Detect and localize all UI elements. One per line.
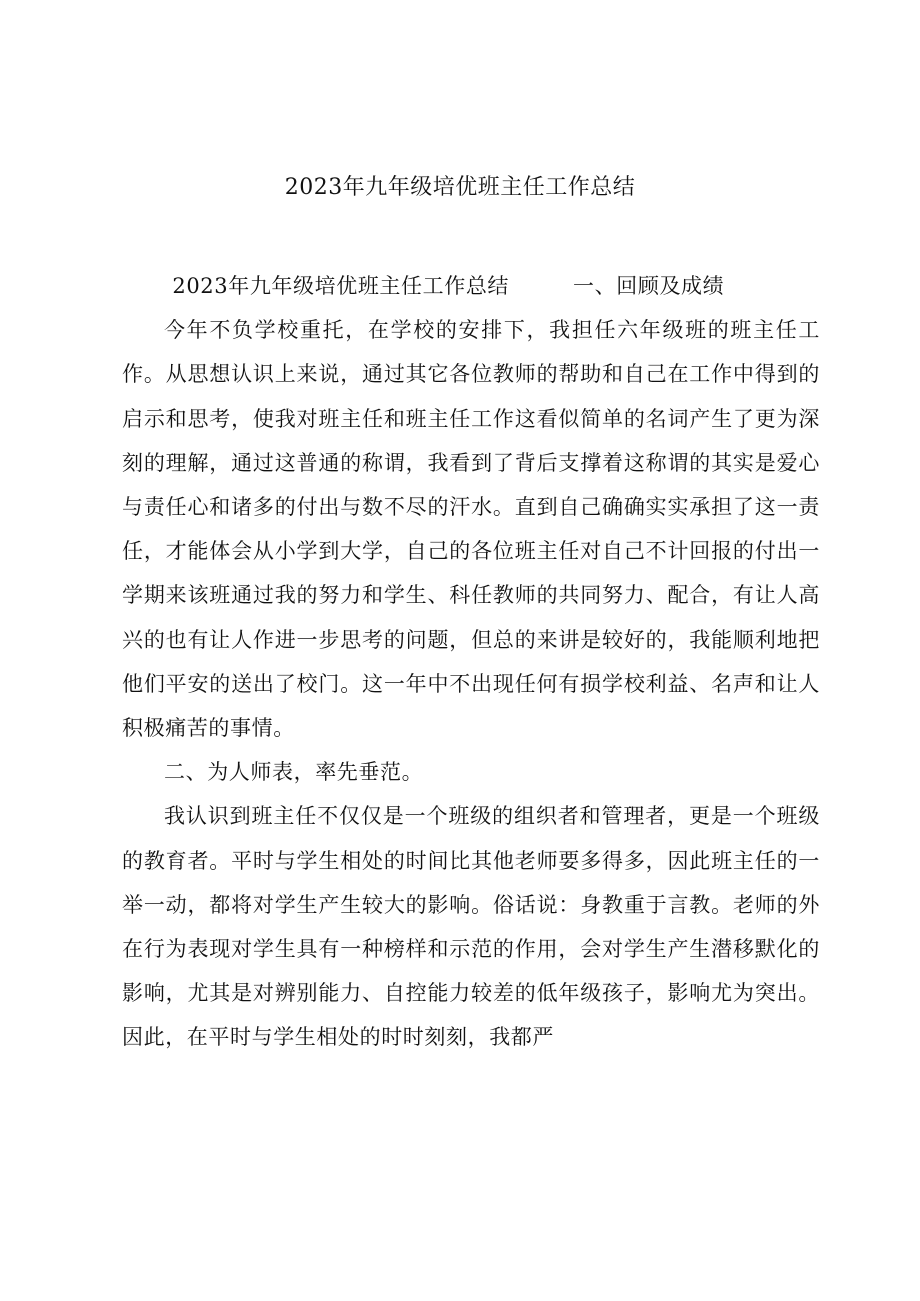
- intro-line: [122, 264, 820, 308]
- document-body: [122, 264, 820, 1060]
- intro-heading: 2023年九年级培优班主任工作总结: [172, 274, 510, 298]
- paragraph-role-model: 我认识到班主任不仅仅是一个班级的组织者和管理者，更是一个班级的教育者。平时与学生相处的时间比其他老师要多得多，因此班主任的一举一动，都将对学生产生较大的影响。俗话说：身教重于言教。老师的外在行为表现对学生具有一种榜样和示范的作用，会对学生产生潜移默化的影响，尤其是对辨别能力、自控能力较差的低年级孩子，影响尤为突出。因此，在平时与学生相处的时时刻刻，我都严: [122, 804, 820, 1050]
- document-title: 2023年九年级培优班主任工作总结: [284, 175, 636, 200]
- section-heading-role-model: 二、为人师表，率先垂范。: [164, 760, 424, 785]
- section-heading-review: 一、回顾及成绩: [573, 274, 725, 298]
- paragraph-review: 今年不负学校重托，在学校的安排下，我担任六年级班的班主任工作。从思想认识上来说，通过其它各位教师的帮助和自己在工作中得到的启示和思考，使我对班主任和班主任工作这看似简单的名词产生了更为深刻的理解，通过这普通的称谓，我看到了背后支撑着这称谓的其实是爱心与责任心和诸多的付出与数不尽的汗水。直到自己确确实实承担了这一责任，才能体会从小学到大学，自己的各位班主任对自己不计回报的付出一学期来该班通过我的努力和学生、科任教师的共同努力、配合，有让人高兴的也有让人作进一步思考的问题，但总的来讲是较好的，我能顺利地把他们平安的送出了校门。这一年中不出现任何有损学校利益、名声和让人积极痛苦的事情。: [122, 318, 820, 741]
